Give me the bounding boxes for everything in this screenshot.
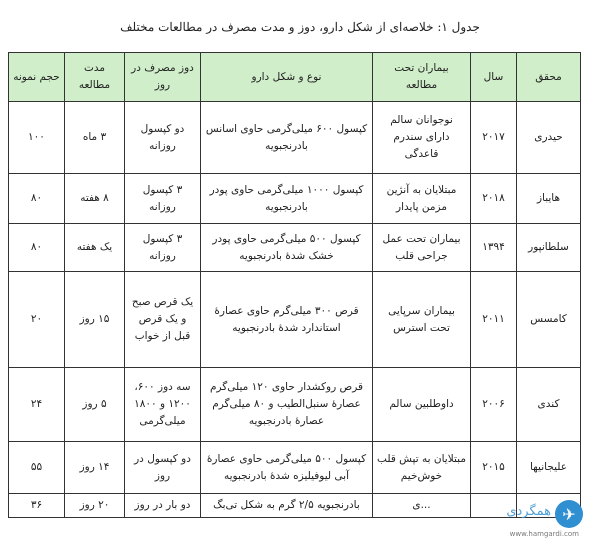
cell-sample-size: ۱۰۰: [9, 102, 65, 174]
cell-patients: داوطلبین سالم: [373, 368, 471, 442]
cell-researcher: حیدری: [517, 102, 581, 174]
cell-daily-dose: دو بار در روز: [125, 494, 201, 518]
cell-year: ۲۰۱۸: [471, 174, 517, 224]
header-patients: بیماران تحت مطالعه: [373, 53, 471, 102]
cell-sample-size: ۲۰: [9, 272, 65, 368]
header-row: [9, 53, 581, 102]
cell-sample-size: ۸۰: [9, 224, 65, 272]
table-caption: جدول ۱: خلاصه‌ای از شکل دارو، دوز و مدت مصرف در مطالعات مختلف: [120, 20, 480, 34]
table-row: [9, 174, 581, 224]
cell-daily-dose: ۳ کپسول روزانه: [125, 174, 201, 224]
watermark-url: www.hamgardi.com: [509, 530, 579, 538]
cell-patients: نوجوانان سالم دارای سندرم قاعدگی: [373, 102, 471, 174]
cell-year: ۲۰۰۶: [471, 368, 517, 442]
cell-daily-dose: یک قرص صبح و یک قرص قبل از خواب: [125, 272, 201, 368]
drug-studies-table: [8, 52, 581, 518]
header-daily-dose: دوز مصرف در روز: [125, 53, 201, 102]
cell-researcher: سلطانپور: [517, 224, 581, 272]
header-drug-form: نوع و شکل دارو: [201, 53, 373, 102]
cell-sample-size: ۸۰: [9, 174, 65, 224]
cell-drug-form: کپسول ۱۰۰۰ میلی‌گرمی حاوی پودر بادرنجبویه: [201, 174, 373, 224]
cell-duration: ۸ هفته: [65, 174, 125, 224]
cell-drug-form: کپسول ۵۰۰ میلی‌گرمی حاوی پودر خشک شدهٔ بادرنجبویه: [201, 224, 373, 272]
cell-researcher: کندی: [517, 368, 581, 442]
table-row: [9, 272, 581, 368]
cell-daily-dose: دو کپسول در روز: [125, 442, 201, 494]
cell-daily-dose: سه دوز ۶۰۰، ۱۲۰۰ و ۱۸۰۰ میلی‌گرمی: [125, 368, 201, 442]
cell-drug-form: بادرنجبویه ۲/۵ گرم به شکل تی‌بگ: [201, 494, 373, 518]
cell-researcher: علیجانیها: [517, 442, 581, 494]
cell-sample-size: ۵۵: [9, 442, 65, 494]
cell-patients: مبتلایان به تپش قلب خوش‌خیم: [373, 442, 471, 494]
cell-drug-form: کپسول ۶۰۰ میلی‌گرمی حاوی اسانس بادرنجبویه: [201, 102, 373, 174]
cell-duration: یک هفته: [65, 224, 125, 272]
cell-drug-form: کپسول ۵۰۰ میلی‌گرمی حاوی عصارهٔ آبی لیوفیلیزه شدهٔ بادرنجبویه: [201, 442, 373, 494]
cell-year: ۲۰۱۵: [471, 442, 517, 494]
header-researcher: محقق: [517, 53, 581, 102]
cell-daily-dose: ۳ کپسول روزانه: [125, 224, 201, 272]
cell-duration: ۱۵ روز: [65, 272, 125, 368]
table-row: [9, 224, 581, 272]
cell-drug-form: قرص ۳۰۰ میلی‌گرم حاوی عصارهٔ استاندارد شدهٔ بادرنجبویه: [201, 272, 373, 368]
cell-year: ۲۰۱۷: [471, 102, 517, 174]
table-row: [9, 102, 581, 174]
cell-duration: ۵ روز: [65, 368, 125, 442]
table-row: [9, 368, 581, 442]
cell-patients: ...ی: [373, 494, 471, 518]
cell-year: ۱۳۹۴: [471, 224, 517, 272]
cell-duration: ۳ ماه: [65, 102, 125, 174]
cell-duration: ۲۰ روز: [65, 494, 125, 518]
cell-daily-dose: دو کپسول روزانه: [125, 102, 201, 174]
watermark-name: همگردی: [506, 504, 551, 519]
cell-drug-form: قرص روکشدار حاوی ۱۲۰ میلی‌گرم عصارهٔ سنبل‌الطیب و ۸۰ میلی‌گرم عصارهٔ بادرنجبویه: [201, 368, 373, 442]
header-duration: مدت مطالعه: [65, 53, 125, 102]
cell-duration: ۱۴ روز: [65, 442, 125, 494]
header-sample-size: حجم نمونه: [9, 53, 65, 102]
cell-researcher: کامسس: [517, 272, 581, 368]
cell-researcher: هایباز: [517, 174, 581, 224]
table-row: [9, 442, 581, 494]
hamgardi-logo-icon: ✈: [555, 500, 583, 528]
cell-patients: بیماران سرپایی تحت استرس: [373, 272, 471, 368]
cell-patients: بیماران تحت عمل جراحی قلب: [373, 224, 471, 272]
watermark: [448, 498, 583, 542]
cell-year: ۲۰۱۱: [471, 272, 517, 368]
cell-sample-size: ۳۶: [9, 494, 65, 518]
header-year: سال: [471, 53, 517, 102]
cell-sample-size: ۲۴: [9, 368, 65, 442]
cell-patients: مبتلایان به آنژین مزمن پایدار: [373, 174, 471, 224]
